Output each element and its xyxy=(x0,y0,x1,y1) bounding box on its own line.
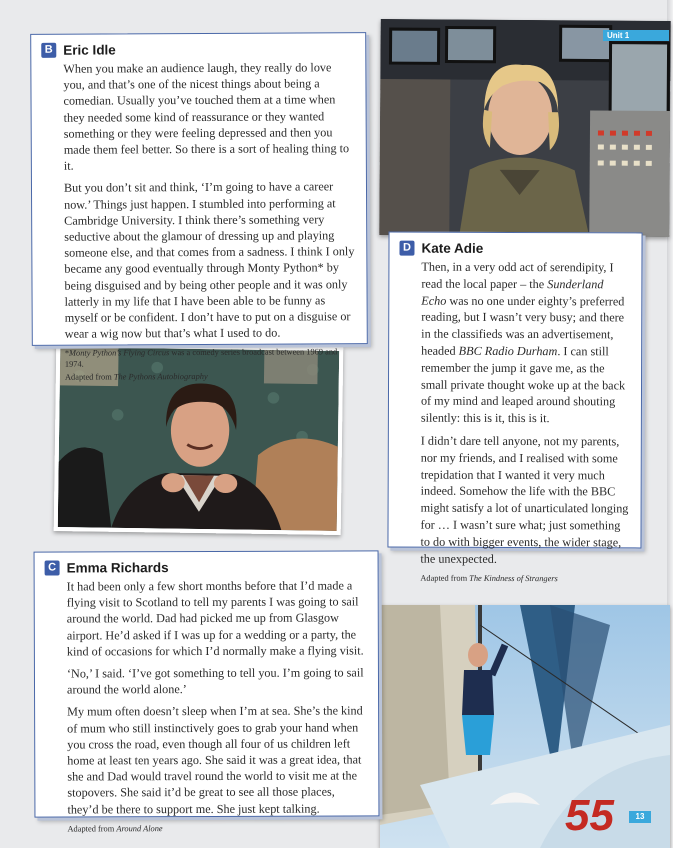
section-body xyxy=(45,577,369,834)
person-name: Emma Richards xyxy=(66,560,169,576)
station-name: BBC Radio Durham xyxy=(458,343,558,359)
person-name: Kate Adie xyxy=(421,240,484,256)
source-credit xyxy=(65,371,357,384)
paragraph: It had been only a few short months before that I’d made a flying visit to Scotland to tell my parents I was going to sail around the world. Dad had picked me up from Glasgow airport. He’d asked if I was up for a wedding or a party, the kind of occasions for which I’d normally make a flying visit. xyxy=(66,578,364,659)
text-run: was no one under eighty’s preferred reading, but I wasn’t very busy; and there in the classifieds was an advertisement, headed xyxy=(421,293,625,358)
section-emma-richards xyxy=(34,550,380,834)
section-letter-badge: C xyxy=(45,561,60,576)
page-number: 13 xyxy=(629,811,651,823)
source-prefix: Adapted from xyxy=(420,574,470,584)
source-credit xyxy=(67,822,368,834)
paragraph: When you make an audience laugh, they really do love you, and that’s one of the nicest things about being a comedian. Usually you’ve touched them at a time when they needed some kind of reassurance or they wanted something or they were feeling depressed and then you made them feel better. So there is a sort of healing thing to it. xyxy=(63,60,350,173)
kate-adie-photo xyxy=(379,19,671,237)
footnote xyxy=(65,347,357,371)
footnote-text: was a comedy series broadcast between 1969 and 1974. xyxy=(64,347,338,370)
source-prefix: Adapted from xyxy=(67,824,117,834)
footnote-marker: * xyxy=(64,349,70,359)
emma-richards-photo xyxy=(380,605,670,848)
text-run: . I can still remember the jump it gave me, as the small private thought woke up at the back of my mind and leaped around shouting silently: this is it, this is it. xyxy=(420,344,626,426)
footnote-title: Monty Python’s Flying Circus xyxy=(69,348,170,359)
section-heading xyxy=(45,559,368,575)
text-run: Then, in a very odd act of serendipity, I read the local paper – the xyxy=(421,259,614,291)
svg-text:55: 55 xyxy=(565,791,614,840)
section-kate-adie xyxy=(387,232,642,584)
source-title: Around Alone xyxy=(116,823,163,834)
source-title: The Kindness of Strangers xyxy=(469,574,558,584)
section-body xyxy=(41,59,357,383)
newspaper-title: Sunderland Echo xyxy=(421,276,604,308)
section-body xyxy=(398,259,631,585)
section-heading xyxy=(399,241,631,257)
paragraph: ‘No,’ I said. ‘I’ve got something to tell you. I’m going to sail around the world alone.’ xyxy=(66,665,364,697)
source-credit xyxy=(420,573,630,585)
paragraph: I didn’t dare tell anyone, not my parents, nor my friends, and I realised with some trepidation that I wanted it very much indeed. Somehow the life with the BBC might satisfy a lot of unarticulated longing for … I wasn’t sure what; just something to do with bigger events, the wider stage, the unexpected. xyxy=(420,433,629,566)
section-eric-idle xyxy=(30,32,368,383)
unit-tab: Unit 1 xyxy=(603,30,669,41)
section-heading xyxy=(41,41,355,58)
section-letter-badge: B xyxy=(41,43,56,58)
source-prefix: Adapted from xyxy=(64,372,114,383)
source-title: The Pythons Autobiography xyxy=(113,372,208,382)
paragraph xyxy=(421,259,632,428)
paragraph: But you don’t sit and think, ‘I’m going to have a career now.’ Things just happen. I stumbled into performing at Cambridge University. I think there’s something very seductive about the glamour of dressing up and playing someone else, and that comes from a sadness. I think I only became any good eventually through Monty Python* by being disguised and by being other people and it was only latterly in my life that I have been able to be funny as myself or be confident. I don’t have to put on a disguise or wear a wig now but that’s what I used to do. xyxy=(63,179,355,341)
person-name: Eric Idle xyxy=(63,42,116,58)
paragraph: My mum often doesn’t sleep when I’m at sea. She’s the kind of mum who still instinctively goes to grab your hand when you cross the road, even though all four of us children left home at least ten years ago. She said it was a great idea, that she and Dad would travel round the world to visit me at the stopovers. She said it’d be great to see all those places, they’d be there to support me. She just kept talking. xyxy=(67,703,363,817)
section-letter-badge: D xyxy=(399,241,414,256)
